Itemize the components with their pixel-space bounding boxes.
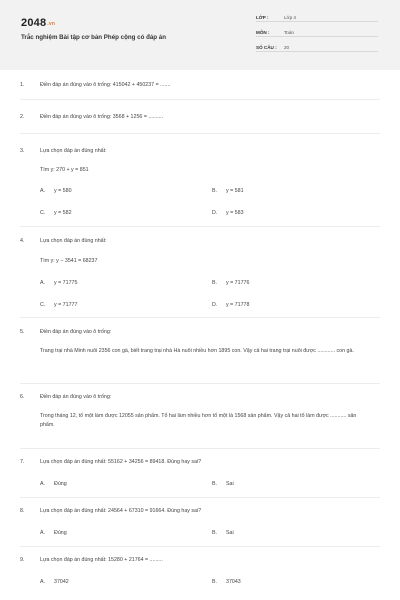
divider [20,317,380,318]
answer-option-a[interactable] [40,481,67,487]
question-number: 3. [20,148,25,154]
option-letter: A. [40,188,46,194]
answer-option-b[interactable] [212,579,241,585]
meta-value: Lớp 4 [284,15,296,20]
question-paragraph: Trang trại nhà Minh nuôi 2356 con gà, biết trang trại nhà Hà nuôi nhiều hơn 1895 con. Vậy cả hai trang trại nuôi được ............ con gà. [40,348,354,354]
divider [20,497,380,498]
question-prompt: Điền đáp án đúng vào ô trống: 415042 + 450237 = ....... [40,82,171,88]
option-letter: A. [40,579,46,585]
option-text: y = 580 [54,188,72,194]
answer-option-a[interactable] [40,280,77,286]
question-number: 9. [20,557,25,563]
question-prompt: Điền đáp án đúng vào ô trống: [40,329,112,335]
meta-subject [256,27,378,37]
option-letter: D. [212,210,218,216]
answer-option-c[interactable] [40,302,77,308]
question-number: 6. [20,394,25,400]
logo[interactable] [21,17,55,29]
option-text: 37043 [226,579,241,585]
logo-suffix: .vn [47,21,56,27]
question-paragraph: Trong tháng 12, tổ một làm được 12055 sản phẩm. Tổ hai làm nhiều hơn tổ một là 1568 sản phẩm. Vậy cả hai tổ làm được ........... sản phẩm. [40,413,357,428]
option-text: y = 582 [54,210,72,216]
question-number: 1. [20,82,25,88]
option-letter: B. [212,280,218,286]
meta-value: Toán [284,30,294,35]
option-letter: A. [40,530,46,536]
answer-option-a[interactable] [40,530,67,536]
question-subprompt: Tìm y: y − 3541 = 68237 [40,258,98,264]
option-letter: B. [212,530,218,536]
option-text: y = 583 [226,210,244,216]
meta-label: SỐ CÂU : [256,45,277,50]
option-text: y = 71776 [226,280,250,286]
option-text: y = 71778 [226,302,250,308]
option-letter: B. [212,579,218,585]
header [0,0,400,70]
option-letter: D. [212,302,218,308]
option-text: Đúng [54,481,67,487]
divider [20,133,380,134]
divider [20,99,380,100]
meta-class [256,12,378,22]
option-letter: B. [212,481,218,487]
question-number: 4. [20,238,25,244]
question-number: 8. [20,508,25,514]
question-prompt: Lựa chọn đáp án đúng nhất: [40,148,107,154]
option-letter: C. [40,302,46,308]
question-prompt: Lựa chọn đáp án đúng nhất: 15280 + 21764 = ......... [40,557,163,563]
answer-option-a[interactable] [40,579,69,585]
meta-value: 20 [284,45,290,50]
answer-option-d[interactable] [212,210,244,216]
answer-option-a[interactable] [40,188,72,194]
option-text: 37042 [54,579,69,585]
divider [20,226,380,227]
logo-text: 2048 [21,17,47,29]
page-title: Trắc nghiệm Bài tập cơ bản Phép cộng có đáp án [21,34,167,41]
option-letter: A. [40,280,46,286]
answer-option-c[interactable] [40,210,72,216]
meta-label: LỚP : [256,15,269,20]
answer-option-b[interactable] [212,188,244,194]
option-text: Đúng [54,530,67,536]
question-number: 2. [20,114,25,120]
question-prompt: Lựa chọn đáp án đúng nhất: [40,238,107,244]
option-text: Sai [226,530,234,536]
question-prompt: Lựa chọn đáp án đúng nhất: 55162 + 34256 = 89418. Đúng hay sai? [40,459,202,465]
option-letter: A. [40,481,46,487]
option-text: Sai [226,481,234,487]
answer-option-d[interactable] [212,302,249,308]
option-letter: B. [212,188,218,194]
question-prompt: Điền đáp án đúng vào ô trống: 3568 + 1256 = .......... [40,114,164,120]
option-text: y = 71775 [54,280,78,286]
divider [20,383,380,384]
meta-label: MÔN : [256,30,270,35]
option-letter: C. [40,210,46,216]
meta-count [256,42,378,52]
answer-option-b[interactable] [212,481,234,487]
question-subprompt: Tìm y: 270 + y = 851 [40,167,89,173]
question-number: 7. [20,459,25,465]
answer-option-b[interactable] [212,280,249,286]
question-number: 5. [20,329,25,335]
question-prompt: Điền đáp án đúng vào ô trống: [40,394,112,400]
divider [20,546,380,547]
question-prompt: Lựa chọn đáp án đúng nhất: 24564 + 67310 = 91664. Đúng hay sai? [40,508,202,514]
divider [20,448,380,449]
option-text: y = 71777 [54,302,78,308]
option-text: y = 581 [226,188,244,194]
answer-option-b[interactable] [212,530,234,536]
